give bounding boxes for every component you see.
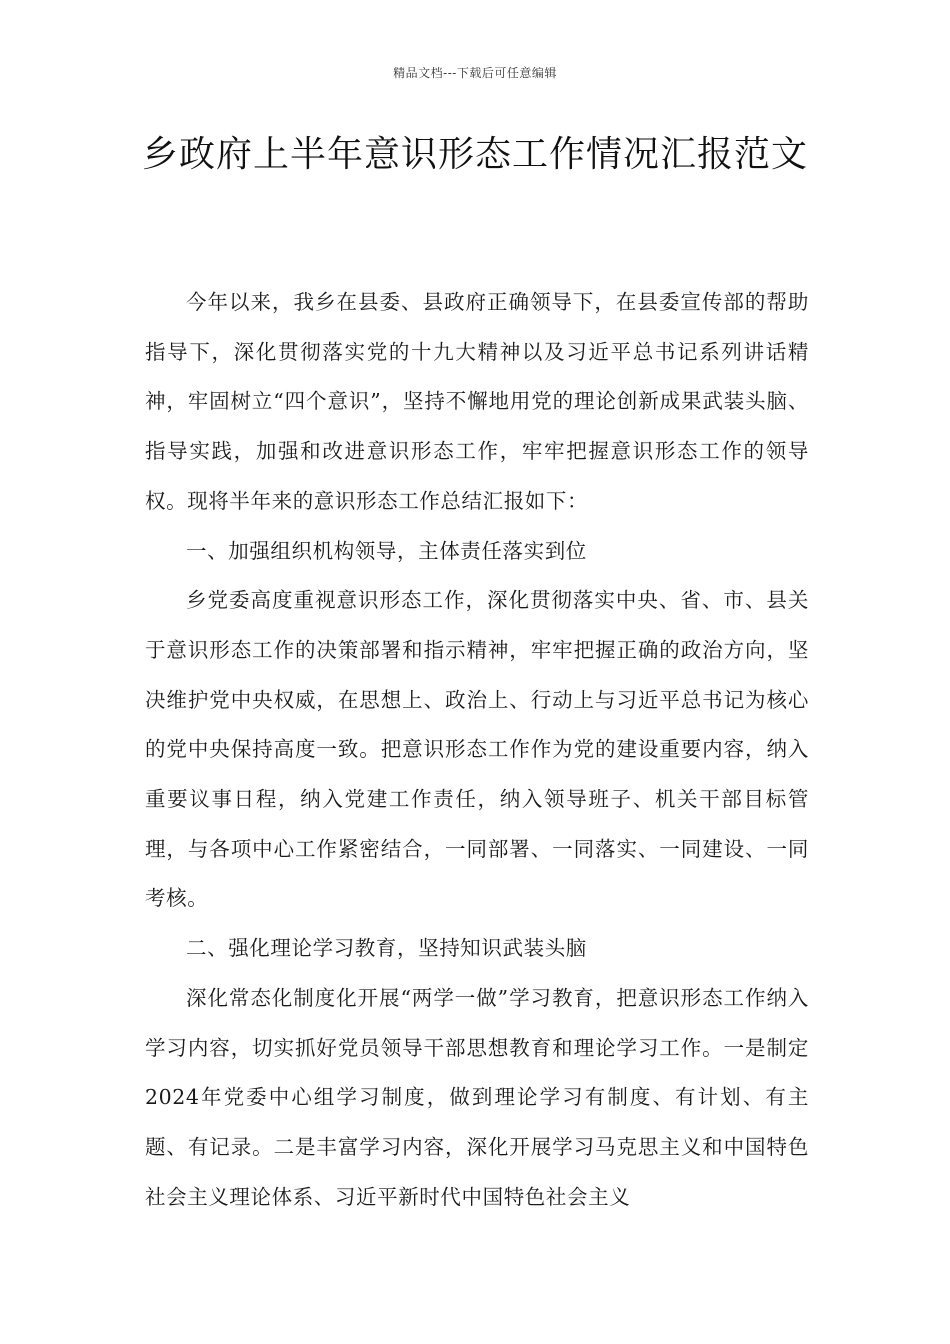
document-title: 乡政府上半年意识形态工作情况汇报范文 <box>141 134 808 175</box>
section-2-heading: 二、强化理论学习教育，坚持知识武装头脑 <box>186 936 587 961</box>
section-1-heading: 一、加强组织机构领导，主体责任落实到位 <box>186 538 587 563</box>
document-body <box>145 278 809 1222</box>
header-note: 精品文档---下载后可任意编辑 <box>393 66 557 80</box>
intro-paragraph: 今年以来，我乡在县委、县政府正确领导下，在县委宣传部的帮助指导下，深化贯彻落实党的十九大精神以及习近平总书记系列讲话精神，牢固树立“四个意识”，坚持不懈地用党的理论创新成果武装头脑、指导实践，加强和改进意识形态工作，牢牢把握意识形态工作的领导权。现将半年来的意识形态工作总结汇报如下： <box>145 290 809 513</box>
section-2-paragraph: 深化常态化制度化开展“两学一做”学习教育，把意识形态工作纳入学习内容，切实抓好党员领导干部思想教育和理论学习工作。一是制定2024年党委中心组学习制度，做到理论学习有制度、有计划、有主题、有记录。二是丰富学习内容，深化开展学习马克思主义和中国特色社会主义理论体系、习近平新时代中国特色社会主义 <box>145 985 809 1209</box>
section-1-paragraph: 乡党委高度重视意识形态工作，深化贯彻落实中央、省、市、县关于意识形态工作的决策部署和指示精神，牢牢把握正确的政治方向，坚决维护党中央权威，在思想上、政治上、行动上与习近平总书记为核心的党中央保持高度一致。把意识形态工作作为党的建设重要内容，纳入重要议事日程，纳入党建工作责任，纳入领导班子、机关干部目标管理，与各项中心工作紧密结合，一同部署、一同落实、一同建设、一同考核。 <box>145 588 809 911</box>
